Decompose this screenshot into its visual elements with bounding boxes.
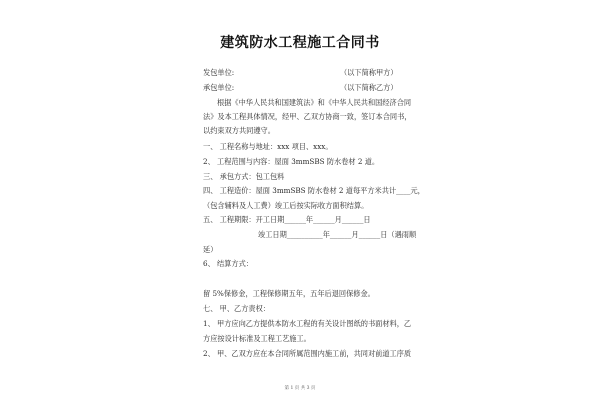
clause-3: 三、 承包方式：包工包料 (203, 172, 285, 181)
clause-5-line-1: 五、 工程期限：开工日期______年______月______日 (203, 215, 371, 224)
party-a-label: 发包单位: (203, 68, 235, 77)
clause-1: 一、 工程名称与地址：xxx 项目、xxx。 (203, 142, 333, 151)
party-b-note: （以下简称乙方） (340, 83, 398, 92)
clause-5-line-2: 竣工日期__________年______月______日（遇雨顺 (258, 230, 417, 239)
preamble-line-2: 法》及本工程具体情况，经甲、乙双方协商一致，签订本合同书， (203, 112, 412, 121)
clause-2: 2、 工程范围与内容：屋面 3mmSBS 防水卷材 2 道。 (203, 157, 380, 166)
clause-6: 6、 结算方式： (203, 259, 253, 268)
page-footer: 第 1 页 共 3 页 (284, 386, 316, 391)
party-a-note: （以下简称甲方） (340, 68, 398, 77)
clause-4-line-1: 四、 工程造价：屋面 3mmSBS 防水卷材 2 道每平方米共计____元， (203, 186, 425, 195)
clause-5-line-3: 延） (203, 245, 218, 254)
preamble-line-1: 根据《中华人民共和国建筑法》和《中华人民共和国经济合同 (217, 98, 412, 107)
preamble-line-3: 以约束双方共同遵守。 (203, 126, 275, 135)
clause-7-1-line-1: 1、 甲方应向乙方提供本防水工程的有关设计图纸的书面材料，乙 (203, 319, 412, 328)
clause-7: 七、 甲、乙方责权： (203, 304, 270, 313)
warranty-text: 留 5%保修金，工程保修期五年，五年后退回保修金。 (203, 289, 375, 298)
party-b-label: 承包单位: (203, 83, 235, 92)
clause-7-1-line-2: 方应按设计标准及工程工艺施工。 (203, 334, 311, 343)
document-title: 建筑防水工程施工合同书 (220, 35, 380, 51)
clause-4-line-2: （包含辅料及人工费）竣工后按实际收方面积结算。 (203, 201, 369, 210)
clause-7-2-line-1: 2、 甲、乙双方应在本合同所属范围内施工前，共同对前道工序质 (203, 349, 412, 358)
